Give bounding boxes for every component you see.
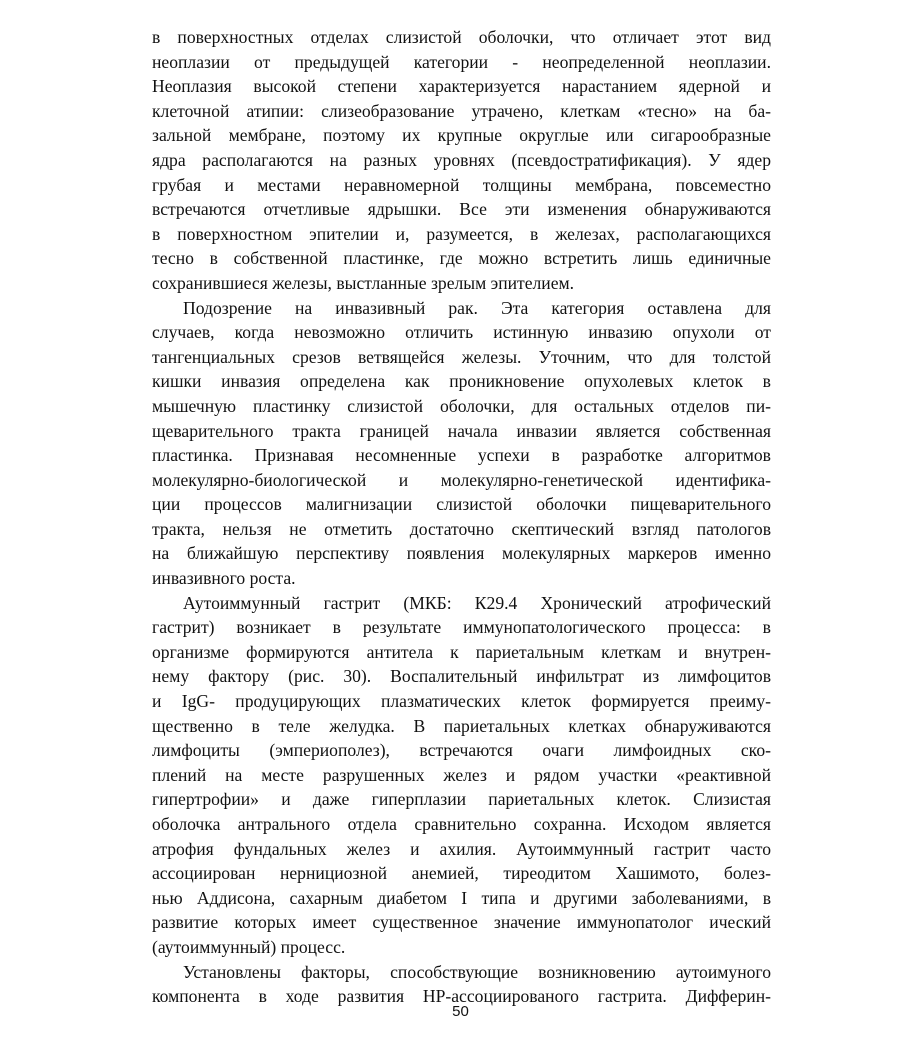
text-line: ядра располагаются на разных уровнях (псевдостратификация). У ядер	[152, 149, 771, 170]
text-line: Подозрение на инвазивный рак. Эта категория оставлена для	[183, 297, 771, 318]
text-line: атрофия фундальных желез и ахилия. Аутоиммунный гастрит часто	[152, 838, 771, 859]
page-number: 50	[452, 1003, 469, 1020]
text-line: сохранившиеся железы, выстланные зрелым эпителием.	[152, 272, 575, 293]
text-line: неоплазии от предыдущей категории - неопределенной неоплазии.	[152, 51, 771, 72]
text-line: щеварительного тракта границей начала инвазии является собственная	[152, 420, 771, 441]
text-line: и IgG- продуцирующих плазматических клеток формируется преиму-	[152, 691, 771, 712]
text-line: на ближайшую перспективу появления молекулярных маркеров именно	[152, 543, 771, 564]
text-line: тесно в собственной пластинке, где можно встретить лишь единичные	[152, 248, 771, 269]
text-line: щественно в теле желудка. В париетальных клетках обнаруживаются	[152, 715, 771, 736]
text-line: тракта, нельзя не отметить достаточно скептический взгляд патологов	[152, 518, 771, 539]
text-line: Неоплазия высокой степени характеризуется нарастанием ядерной и	[152, 76, 771, 97]
text-line: Установлены факторы, способствующие возникновению аутоимуного	[183, 961, 771, 982]
text-line: в поверхностном эпителии и, разумеется, в железах, располагающихся	[152, 223, 771, 244]
document-body	[152, 25, 771, 1009]
text-line: лимфоциты (эмпериополез), встречаются очаги лимфоидных ско-	[152, 740, 771, 761]
text-line: грубая и местами неравномерной толщины мембрана, повсеместно	[152, 174, 771, 195]
text-line: зальной мембране, поэтому их крупные округлые или сигарообразные	[152, 125, 771, 146]
text-line: тангенциальных срезов ветвящейся железы. Уточним, что для толстой	[152, 346, 771, 367]
text-line: в поверхностных отделах слизистой оболочки, что отличает этот вид	[152, 27, 771, 47]
text-line: нему фактору (рис. 30). Воспалительный инфильтрат из лимфоцитов	[152, 666, 771, 687]
text-line: развитие которых имеет существенное значение иммунопатолог ический	[152, 912, 771, 933]
text-line: Аутоиммунный гастрит (МКБ: К29.4 Хронический атрофический	[183, 592, 771, 613]
paragraph	[152, 591, 771, 960]
text-line: встречаются отчетливые ядрышки. Все эти изменения обнаруживаются	[152, 199, 771, 220]
paragraph	[152, 25, 771, 296]
text-line: мышечную пластинку слизистой оболочки, для остальных отделов пи-	[152, 395, 771, 416]
text-line: кишки инвазия определена как проникновение опухолевых клеток в	[152, 371, 771, 392]
text-line: инвазивного роста.	[152, 568, 296, 589]
text-line: организме формируются антитела к париетальным клеткам и внутрен-	[152, 641, 771, 662]
text-line: ассоциирован нернициозной анемией, тиреодитом Хашимото, болез-	[152, 863, 771, 884]
text-line: пластинка. Признавая несомненные успехи в разработке алгоритмов	[152, 445, 771, 466]
text-line: гипертрофии» и даже гиперплазии париетальных клеток. Слизистая	[152, 789, 771, 810]
paragraph	[152, 960, 771, 1009]
text-line: компонента в ходе развития НР-ассоциированого гастрита. Дифферин-	[152, 986, 771, 1007]
text-line: нью Аддисона, сахарным диабетом I типа и другими заболеваниями, в	[152, 887, 771, 908]
text-line: (аутоиммунный) процесс.	[152, 936, 346, 957]
text-line: оболочка антрального отдела сравнительно сохранна. Исходом является	[152, 814, 771, 834]
text-line: молекулярно-биологической и молекулярно-генетической идентифика-	[152, 469, 771, 490]
text-line: плений на месте разрушенных желез и рядом участки «реактивной	[152, 764, 771, 785]
text-line: клеточной атипии: слизеобразование утрачено, клеткам «тесно» на ба-	[152, 100, 771, 121]
paragraph	[152, 296, 771, 591]
text-line: случаев, когда невозможно отличить истинную инвазию опухоли от	[152, 322, 771, 343]
text-line: ции процессов малигнизации слизистой оболочки пищеварительного	[152, 494, 771, 515]
text-line: гастрит) возникает в результате иммунопатологического процесса: в	[152, 617, 771, 638]
